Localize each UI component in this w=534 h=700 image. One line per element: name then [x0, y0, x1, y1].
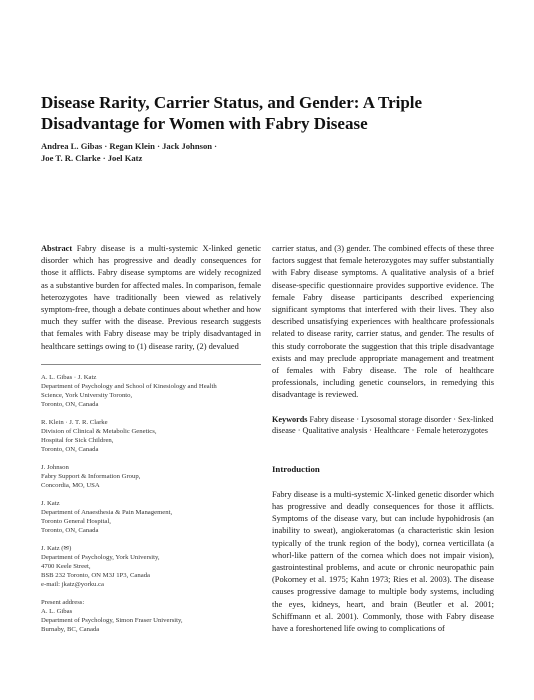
introduction-heading: Introduction — [272, 463, 320, 474]
right-column — [272, 243, 494, 635]
keywords-text: Fabry disease · Lysosomal storage disorder · Sex-linked disease · Qualitative analysis · Healthcare · Female heterozygotes — [272, 414, 494, 436]
affiliation-line: J. Katz — [41, 499, 60, 507]
affiliation-line: Department of Psychology and School of Kinesiology and Health — [41, 382, 217, 390]
affiliation-line: 4700 Keele Street, — [41, 562, 91, 570]
affiliation-block — [41, 499, 261, 535]
authors-line-1: Andrea L. Gibas · Regan Klein · Jack Johnson · — [41, 141, 218, 151]
article-title: Disease Rarity, Carrier Status, and Gender: A Triple Disadvantage for Women with Fabry Disease — [41, 93, 423, 133]
abstract-text-right: carrier status, and (3) gender. The combined effects of these three factors suggest that female heterozygotes may suffer substantially with Fabry disease symptoms. A qualitative analysis of a brief disease-specific questionnaire provides supportive evidence. The female Fabry disease participants described experiencing significant symptoms that interfered with their lives. They also described unsatisfying experiences with healthcare professionals related to disease rarity, carrier status, and gender. The results of this study corroborate the suggestion that this triple disadvantage exists and may preclude appropriate management and treatment of females with Fabry disease. The role of healthcare professionals, including genetic counselors, in remedying this disadvantage is reviewed. — [272, 244, 494, 400]
affiliation-block — [41, 373, 261, 409]
abstract-label: Abstract — [41, 244, 73, 253]
affiliation-line: Toronto General Hospital, — [41, 517, 111, 525]
affiliation-line: Toronto, ON, Canada — [41, 400, 99, 408]
affiliation-line: Fabry Support & Information Group, — [41, 472, 141, 480]
keywords-label: Keywords — [272, 414, 308, 424]
introduction-text: Fabry disease is a multi-systemic X-linked genetic disorder which has progressive and deadly consequences for those it afflicts. Symptoms of the disease vary, but can include hypohidrosis (an inability to sweat), angiokeratomas (a characteristic skin lesion typically of the trunk region of the body), cornea verticillata (a whorl-like pattern of the cornea which does not impair vision), gastrointestinal problems, and acute or chronic neuropathic pain (Pokorney et al. 1975; Kahn 1973; Ries et al. 2003). The disease causes progressive damage to multiple body systems, including the eyes, kidneys, heart, and brain (Beutler et al. 2001; Schiffmann et al. 2001). Commonly, those with Fabry disease have a foreshortened life owing to complications of — [272, 489, 494, 634]
affiliation-line: J. Katz (✉) — [41, 544, 72, 552]
affiliation-line: Present address: — [41, 598, 85, 606]
affiliation-line: Division of Clinical & Metabolic Genetics, — [41, 427, 157, 435]
affiliation-block — [41, 544, 261, 589]
left-column — [41, 243, 261, 643]
keywords-paragraph — [272, 414, 494, 437]
affiliation-line: Department of Psychology, Simon Fraser University, — [41, 616, 183, 624]
affiliation-line: Toronto, ON, Canada — [41, 445, 99, 453]
affiliation-line: Science, York University Toronto, — [41, 391, 133, 399]
affiliation-line: J. Johnson — [41, 463, 69, 471]
affiliations-divider — [41, 364, 261, 365]
affiliation-line: Hospital for Sick Children, — [41, 436, 114, 444]
affiliation-block — [41, 463, 261, 490]
abstract-text-left: Fabry disease is a multi-systemic X-linked genetic disorder which has progressive and deadly consequences for those it afflicts. Fabry disease symptoms are widely recognized as a substantive burden for affected males. In comparison, female heterozygotes have traditionally been viewed as relatively symptom-free, though a debate continues about whether and how much they suffer with the disease. Previous research suggests that females with Fabry disease may be triply disadvantaged in healthcare settings owing to (1) disease rarity, (2) devalued — [41, 244, 262, 351]
affiliation-line: Department of Psychology, York University, — [41, 553, 160, 561]
affiliation-line: A. L. Gibas · J. Katz — [41, 373, 97, 381]
affiliation-block — [41, 418, 261, 454]
affiliation-line: e-mail: jkatz@yorku.ca — [41, 580, 104, 588]
affiliation-line: A. L. Gibas — [41, 607, 73, 615]
author-list — [41, 140, 341, 164]
affiliation-line: R. Klein · J. T. R. Clarke — [41, 418, 108, 426]
affiliation-line: Toronto, ON, Canada — [41, 526, 99, 534]
affiliation-line: Burnaby, BC, Canada — [41, 625, 100, 633]
affiliations-block — [41, 373, 261, 634]
affiliation-line: BSB 232 Toronto, ON M3J 1P3, Canada — [41, 571, 151, 579]
affiliation-line: Concordia, MO, USA — [41, 481, 100, 489]
affiliation-block — [41, 598, 261, 634]
authors-line-2: Joe T. R. Clarke · Joel Katz — [41, 153, 143, 163]
abstract-paragraph — [41, 243, 261, 353]
affiliation-line: Department of Anaesthesia & Pain Management, — [41, 508, 173, 516]
